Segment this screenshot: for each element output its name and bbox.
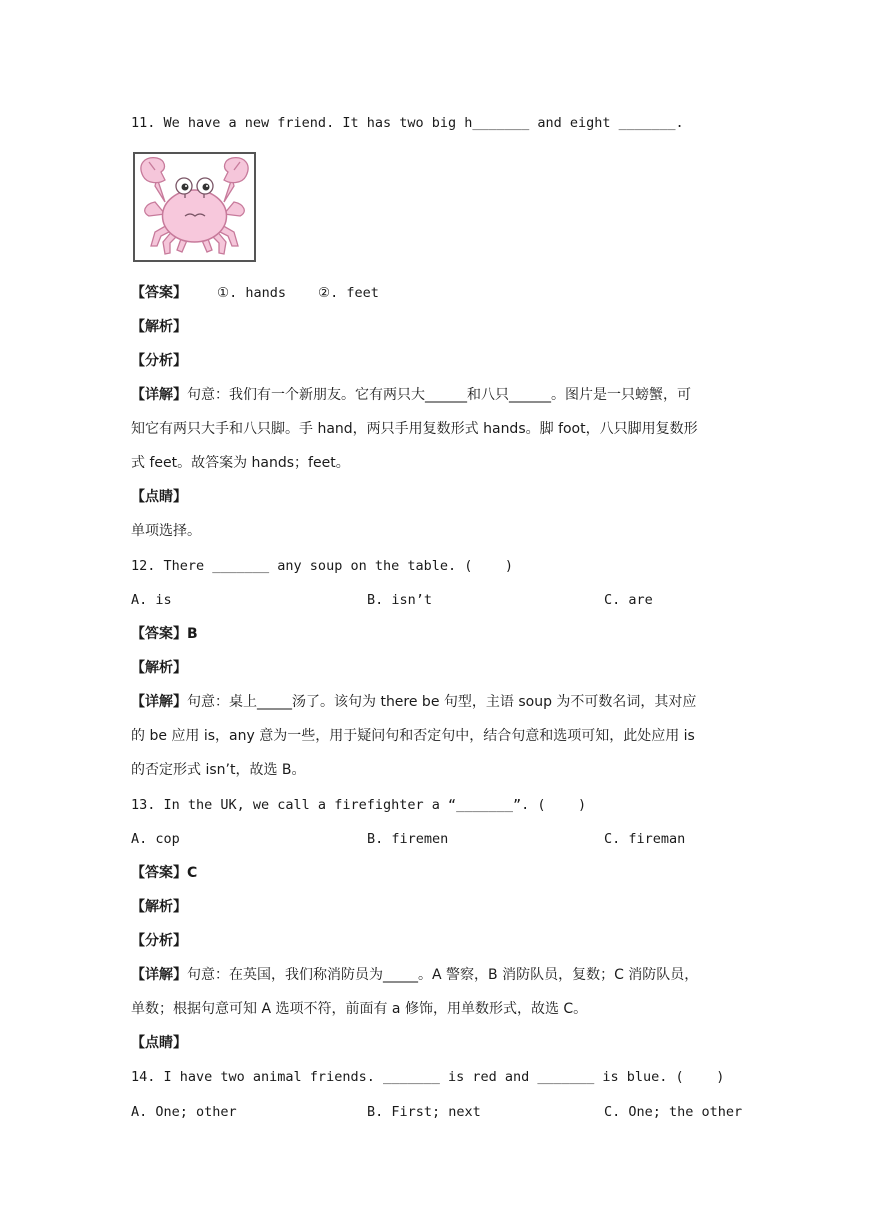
q14-option-a: A. One; other xyxy=(131,1104,237,1120)
q12-detail-line1 xyxy=(131,692,696,712)
analysis-label: 【分析】 xyxy=(131,933,187,949)
detail-text: 句意：桌上_____汤了。该句为 there be 句型，主语 soup 为不可数名词，其对应 xyxy=(187,694,697,710)
q14-stem: 14. I have two animal friends. _______ is red and _______ is blue. ( ) xyxy=(131,1069,725,1085)
detail-label: 【详解】 xyxy=(131,387,187,403)
q13-stem: 13. In the UK, we call a firefighter a “_______”. ( ) xyxy=(131,797,587,813)
q12-stem: 12. There _______ any soup on the table. ( ) xyxy=(131,558,514,574)
q12-option-c: C. are xyxy=(604,592,653,608)
comment-label: 【点睛】 xyxy=(131,1035,187,1051)
comment-text: 单项选择。 xyxy=(131,523,201,539)
q13-detail-line2: 单数；根据句意可知 A 选项不符，前面有 a 修饰，用单数形式，故选 C。 xyxy=(131,1001,588,1017)
q13-option-a: A. cop xyxy=(131,831,180,847)
parse-label: 【解析】 xyxy=(131,899,187,915)
crab-icon xyxy=(135,154,254,260)
q14-option-c: C. One; the other xyxy=(604,1104,743,1120)
q12-detail-line2: 的 be 应用 is，any 意为一些，用于疑问句和否定句中，结合句意和选项可知，此处应用 is xyxy=(131,728,695,744)
detail-text: 句意：我们有一个新朋友。它有两只大______和八只______。图片是一只螃蟹，可 xyxy=(187,387,691,403)
comment-label: 【点睛】 xyxy=(131,489,187,505)
q14-option-b: B. First; next xyxy=(367,1104,481,1120)
detail-label: 【详解】 xyxy=(131,694,187,710)
detail-label: 【详解】 xyxy=(131,967,187,983)
q13-detail-line1 xyxy=(131,965,698,985)
detail-text: 句意：在英国，我们称消防员为_____。A 警察，B 消防队员，复数；C 消防队员， xyxy=(187,967,699,983)
q12-detail-line3: 的否定形式 isn’t，故选 B。 xyxy=(131,762,306,778)
q11-detail-line2: 知它有两只大手和八只脚。手 hand，两只手用复数形式 hands。脚 foot，八只脚用复数形 xyxy=(131,421,698,437)
q12-option-a: A. is xyxy=(131,592,172,608)
answer-1: ①. hands xyxy=(217,285,286,301)
q11-detail-line1 xyxy=(131,385,691,405)
q13-option-c: C. fireman xyxy=(604,831,686,847)
answer-label: 【答案】 xyxy=(131,285,187,301)
parse-label: 【解析】 xyxy=(131,660,187,676)
parse-label: 【解析】 xyxy=(131,319,187,335)
q12-option-b: B. isn’t xyxy=(367,592,433,608)
q11-detail-line3: 式 feet。故答案为 hands；feet。 xyxy=(131,455,350,471)
answer-2: ②. feet xyxy=(318,285,379,301)
q11-answer-row xyxy=(131,283,379,303)
q11-stem: 11. We have a new friend. It has two big h_______ and eight _______. xyxy=(131,115,684,131)
crab-picture xyxy=(133,152,256,262)
q13-answer: 【答案】C xyxy=(131,865,198,881)
analysis-label: 【分析】 xyxy=(131,353,187,369)
q12-answer: 【答案】B xyxy=(131,626,198,642)
q13-option-b: B. firemen xyxy=(367,831,449,847)
